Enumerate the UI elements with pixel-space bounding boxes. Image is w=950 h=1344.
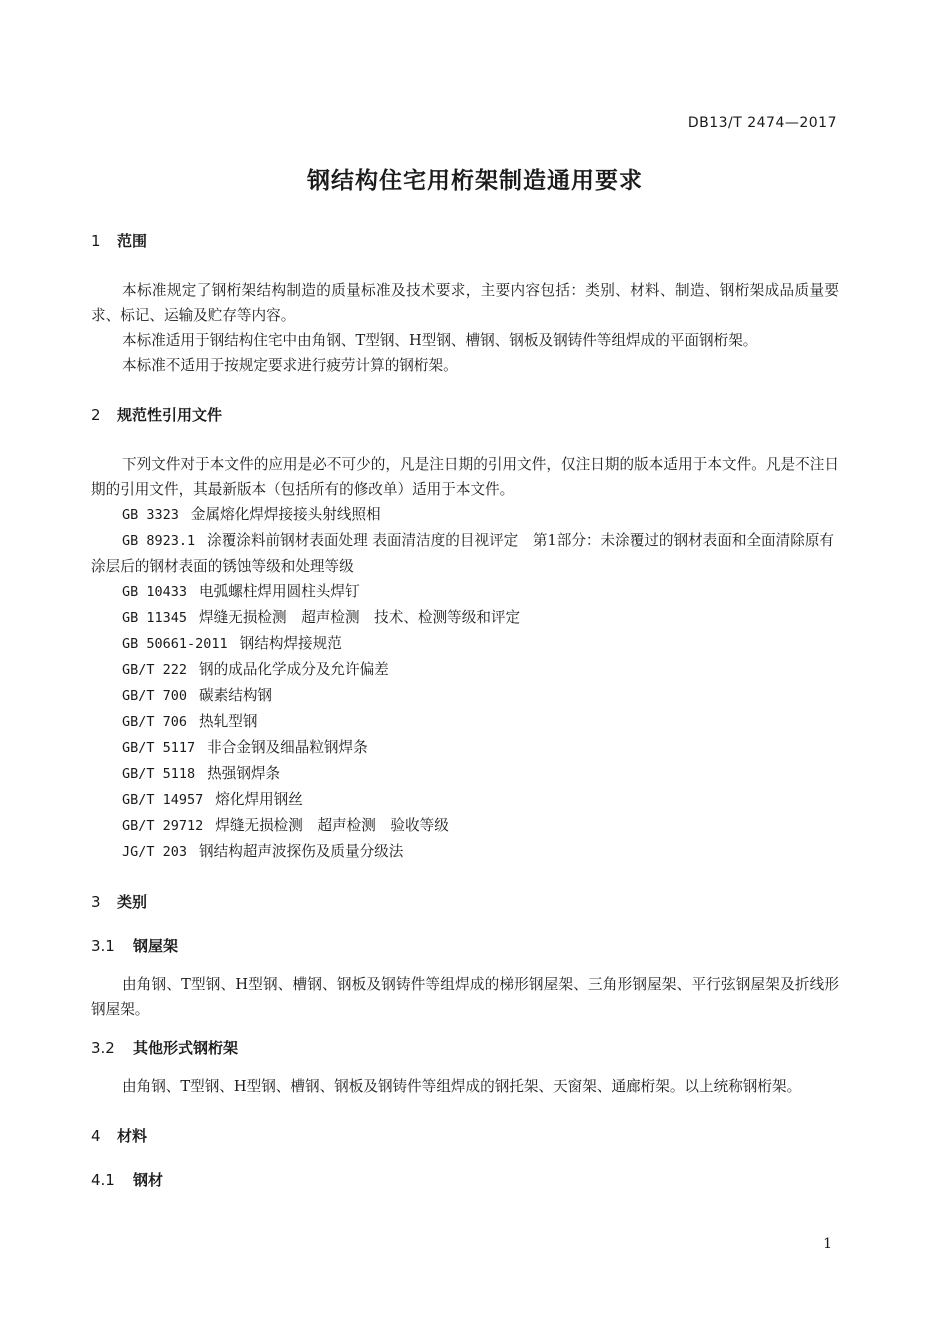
reference-item [91,787,839,813]
reference-code: GB 3323 [122,507,179,523]
document-body [91,230,839,1191]
reference-title: 钢的成品化学成分及允许偏差 [199,661,389,678]
section-number: 4 [91,1127,101,1145]
section-2-heading [91,404,839,426]
reference-item [91,657,839,683]
reference-title: 电弧螺柱焊用圆柱头焊钉 [199,583,360,600]
reference-item [91,631,839,657]
section-title: 材料 [117,1127,148,1145]
reference-title: 金属熔化焊焊接接头射线照相 [190,506,381,523]
reference-item [91,579,839,605]
reference-code: JG/T 203 [122,844,188,860]
reference-code: GB 8923.1 [122,533,196,549]
paragraph: 由角钢、T型钢、H型钢、槽钢、钢板及钢铸件等组焊成的梯形钢屋架、三角形钢屋架、平行弦钢屋架及折线形钢屋架。 [91,976,839,1018]
reference-code: GB/T 29712 [122,818,204,834]
subsection-title: 钢材 [133,1171,164,1189]
document-title: 钢结构住宅用桁架制造通用要求 [307,168,643,194]
section-number: 1 [91,232,101,250]
reference-code: GB/T 222 [122,662,188,678]
reference-title: 碳素结构钢 [199,687,273,704]
subsection-number: 4.1 [91,1171,115,1189]
reference-title: 钢结构焊接规范 [239,635,342,652]
subsection-3-1-heading [91,935,839,957]
reference-item [91,502,839,528]
section-number: 3 [91,893,101,911]
reference-item [91,735,839,761]
reference-item [91,813,839,839]
subsection-number: 3.2 [91,1039,115,1057]
section-4-heading [91,1125,839,1147]
reference-title: 热强钢焊条 [207,765,281,782]
section-1-heading [91,230,839,252]
reference-item [91,605,839,631]
reference-item [91,528,839,579]
document-id: DB13/T 2474—2017 [687,115,837,131]
reference-code: GB/T 5117 [122,740,196,756]
paragraph: 由角钢、T型钢、H型钢、槽钢、钢板及钢铸件等组焊成的钢托架、天窗架、通廊桁架。以上统称钢桁架。 [122,1078,802,1095]
paragraph: 本标准不适用于按规定要求进行疲劳计算的钢桁架。 [122,357,458,374]
page-number: 1 [823,1236,832,1252]
reference-item [91,709,839,735]
reference-title: 焊缝无损检测 超声检测 技术、检测等级和评定 [199,609,521,626]
reference-title: 涂覆涂料前钢材表面处理 表面清洁度的目视评定 第1部分：未涂覆过的钢材表面和全面清除原有涂层后的钢材表面的锈蚀等级和处理等级 [91,532,835,575]
paragraph: 本标准适用于钢结构住宅中由角钢、T型钢、H型钢、槽钢、钢板及钢铸件等组焊成的平面钢桁架。 [122,332,758,349]
reference-item [91,839,839,865]
reference-title: 非合金钢及细晶粒钢焊条 [207,739,368,756]
section-title: 规范性引用文件 [117,406,223,424]
subsection-4-1-heading [91,1169,839,1191]
reference-code: GB/T 14957 [122,792,204,808]
reference-title: 热轧型钢 [199,713,258,730]
reference-item [91,761,839,787]
subsection-title: 其他形式钢桁架 [133,1039,239,1057]
section-number: 2 [91,406,101,424]
section-3-heading [91,891,839,913]
paragraph: 本标准规定了钢桁架结构制造的质量标准及技术要求，主要内容包括：类别、材料、制造、钢桁架成品质量要求、标记、运输及贮存等内容。 [91,282,839,324]
reference-code: GB/T 700 [122,688,188,704]
reference-title: 钢结构超声波探伤及质量分级法 [199,843,404,860]
subsection-number: 3.1 [91,937,115,955]
subsection-3-2-heading [91,1037,839,1059]
reference-code: GB 10433 [122,584,188,600]
reference-code: GB 50661-2011 [122,636,228,652]
subsection-title: 钢屋架 [133,937,179,955]
reference-title: 熔化焊用钢丝 [215,791,303,808]
section-title: 范围 [117,232,148,250]
reference-title: 焊缝无损检测 超声检测 验收等级 [215,817,449,834]
paragraph: 下列文件对于本文件的应用是必不可少的，凡是注日期的引用文件，仅注日期的版本适用于本文件。凡是不注日期的引用文件，其最新版本（包括所有的修改单）适用于本文件。 [91,456,839,498]
reference-code: GB/T 706 [122,714,188,730]
section-title: 类别 [117,893,148,911]
reference-item [91,683,839,709]
reference-code: GB/T 5118 [122,766,196,782]
reference-code: GB 11345 [122,610,188,626]
